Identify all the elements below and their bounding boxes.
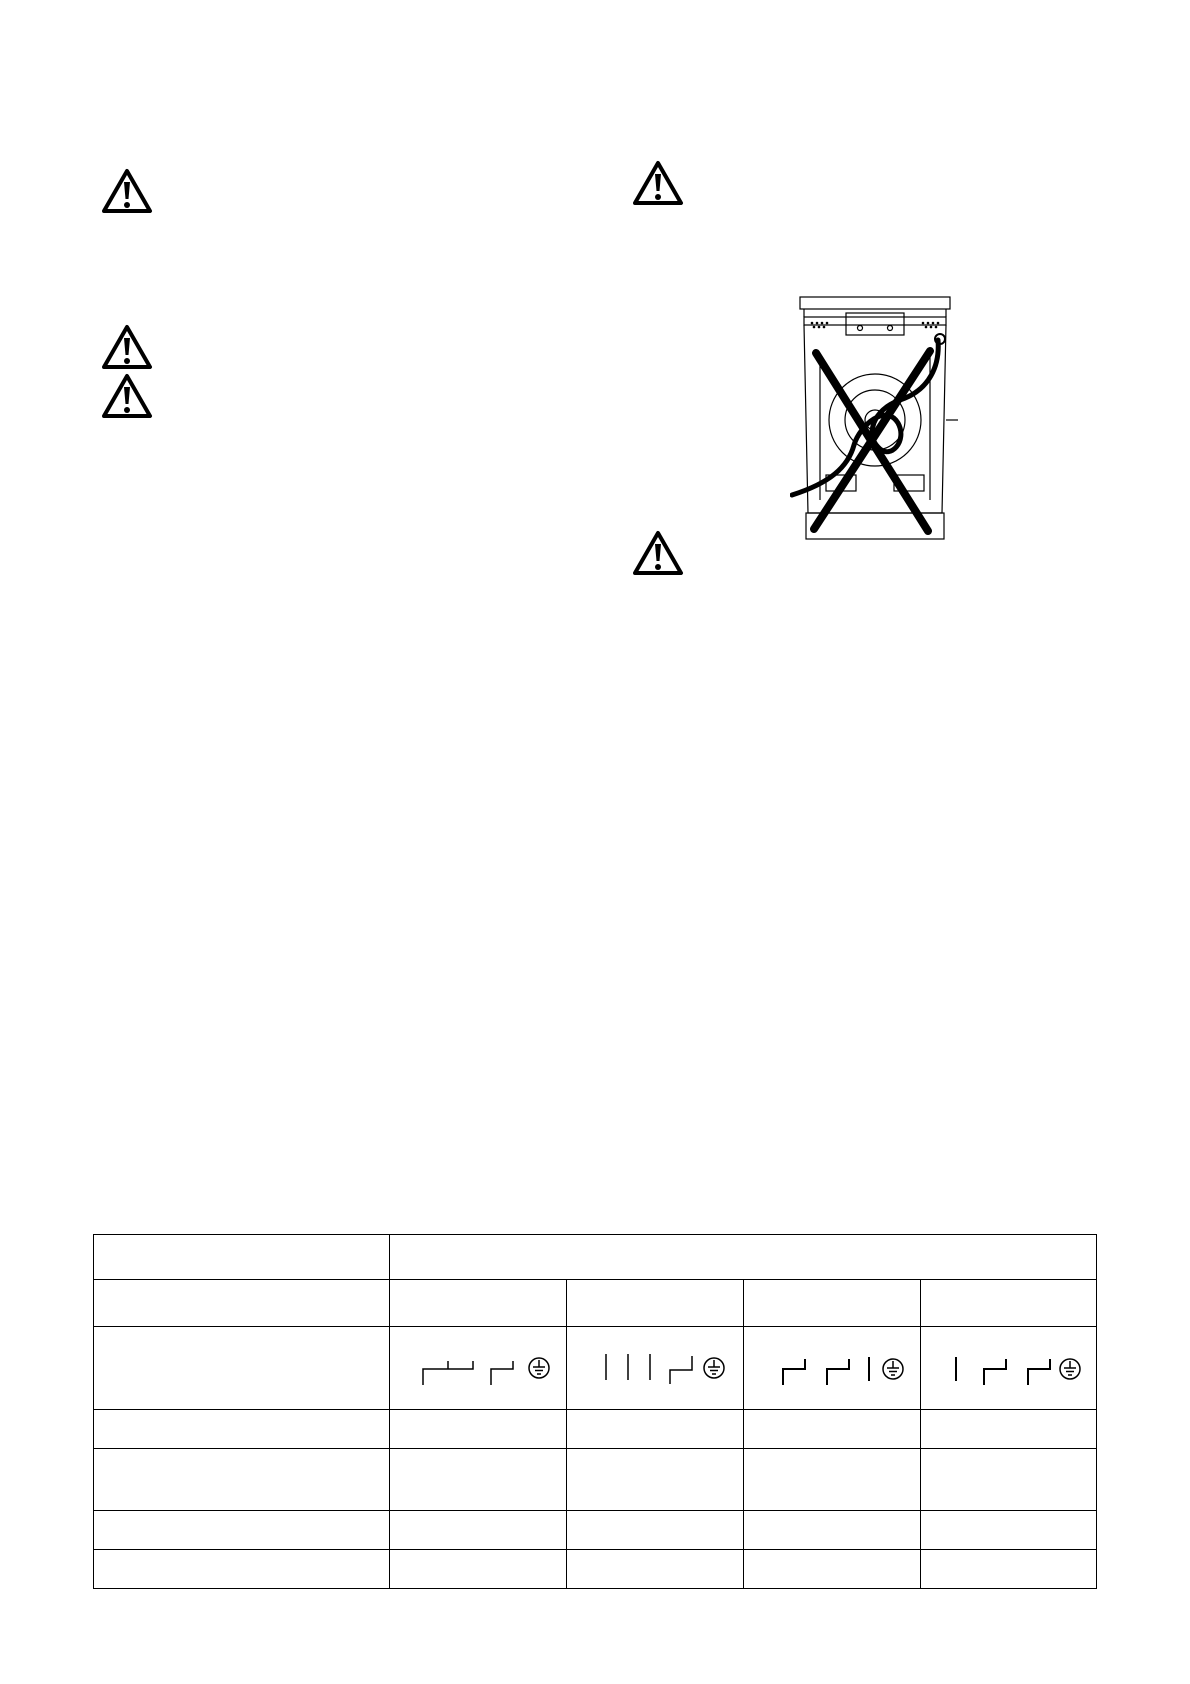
table-cell xyxy=(567,1410,744,1449)
table-cell xyxy=(94,1327,390,1410)
table-row xyxy=(94,1550,1097,1589)
table-cell xyxy=(94,1410,390,1449)
table-cell xyxy=(744,1449,921,1511)
table-cell xyxy=(567,1511,744,1550)
table-cell xyxy=(921,1511,1097,1550)
table-cell xyxy=(921,1410,1097,1449)
table-cell xyxy=(390,1449,567,1511)
table-cell xyxy=(390,1550,567,1589)
table-cell xyxy=(744,1327,921,1410)
earth-ground-icon xyxy=(529,1358,549,1378)
table-cell xyxy=(921,1449,1097,1511)
terminal-link-icon xyxy=(934,1348,1084,1388)
connection-table xyxy=(93,1234,1097,1589)
table-cell xyxy=(567,1327,744,1410)
table-cell xyxy=(390,1280,567,1327)
table-header-row xyxy=(94,1235,1097,1280)
table-cell xyxy=(921,1550,1097,1589)
table-cell xyxy=(390,1511,567,1550)
earth-ground-icon xyxy=(883,1359,903,1379)
table-cell xyxy=(94,1449,390,1511)
table-cell xyxy=(567,1550,744,1589)
terminal-link-icon xyxy=(580,1348,730,1388)
warning-triangle-icon xyxy=(101,168,153,214)
table-cell xyxy=(94,1235,390,1280)
table-row xyxy=(94,1449,1097,1511)
table-cell xyxy=(390,1327,567,1410)
table-cell xyxy=(744,1550,921,1589)
table-cell xyxy=(94,1550,390,1589)
terminal-link-icon xyxy=(403,1348,553,1388)
warning-triangle-icon xyxy=(101,373,153,419)
table-row xyxy=(94,1280,1097,1327)
table-row xyxy=(94,1511,1097,1550)
table-cell xyxy=(921,1327,1097,1410)
terminal-link-icon xyxy=(757,1348,907,1388)
table-cell xyxy=(921,1280,1097,1327)
table-cell xyxy=(390,1235,1097,1280)
table-cell xyxy=(567,1449,744,1511)
table-cell xyxy=(94,1511,390,1550)
table-cell xyxy=(744,1511,921,1550)
table-row xyxy=(94,1327,1097,1410)
table-cell xyxy=(390,1410,567,1449)
appliance-rear-illustration xyxy=(790,295,960,543)
warning-triangle-icon xyxy=(101,324,153,370)
table-cell xyxy=(94,1280,390,1327)
earth-ground-icon xyxy=(704,1358,724,1378)
table-row xyxy=(94,1410,1097,1449)
table-cell xyxy=(744,1410,921,1449)
earth-ground-icon xyxy=(1060,1359,1080,1379)
table-cell xyxy=(567,1280,744,1327)
warning-triangle-icon xyxy=(632,530,684,576)
table-cell xyxy=(744,1280,921,1327)
warning-triangle-icon xyxy=(632,160,684,206)
